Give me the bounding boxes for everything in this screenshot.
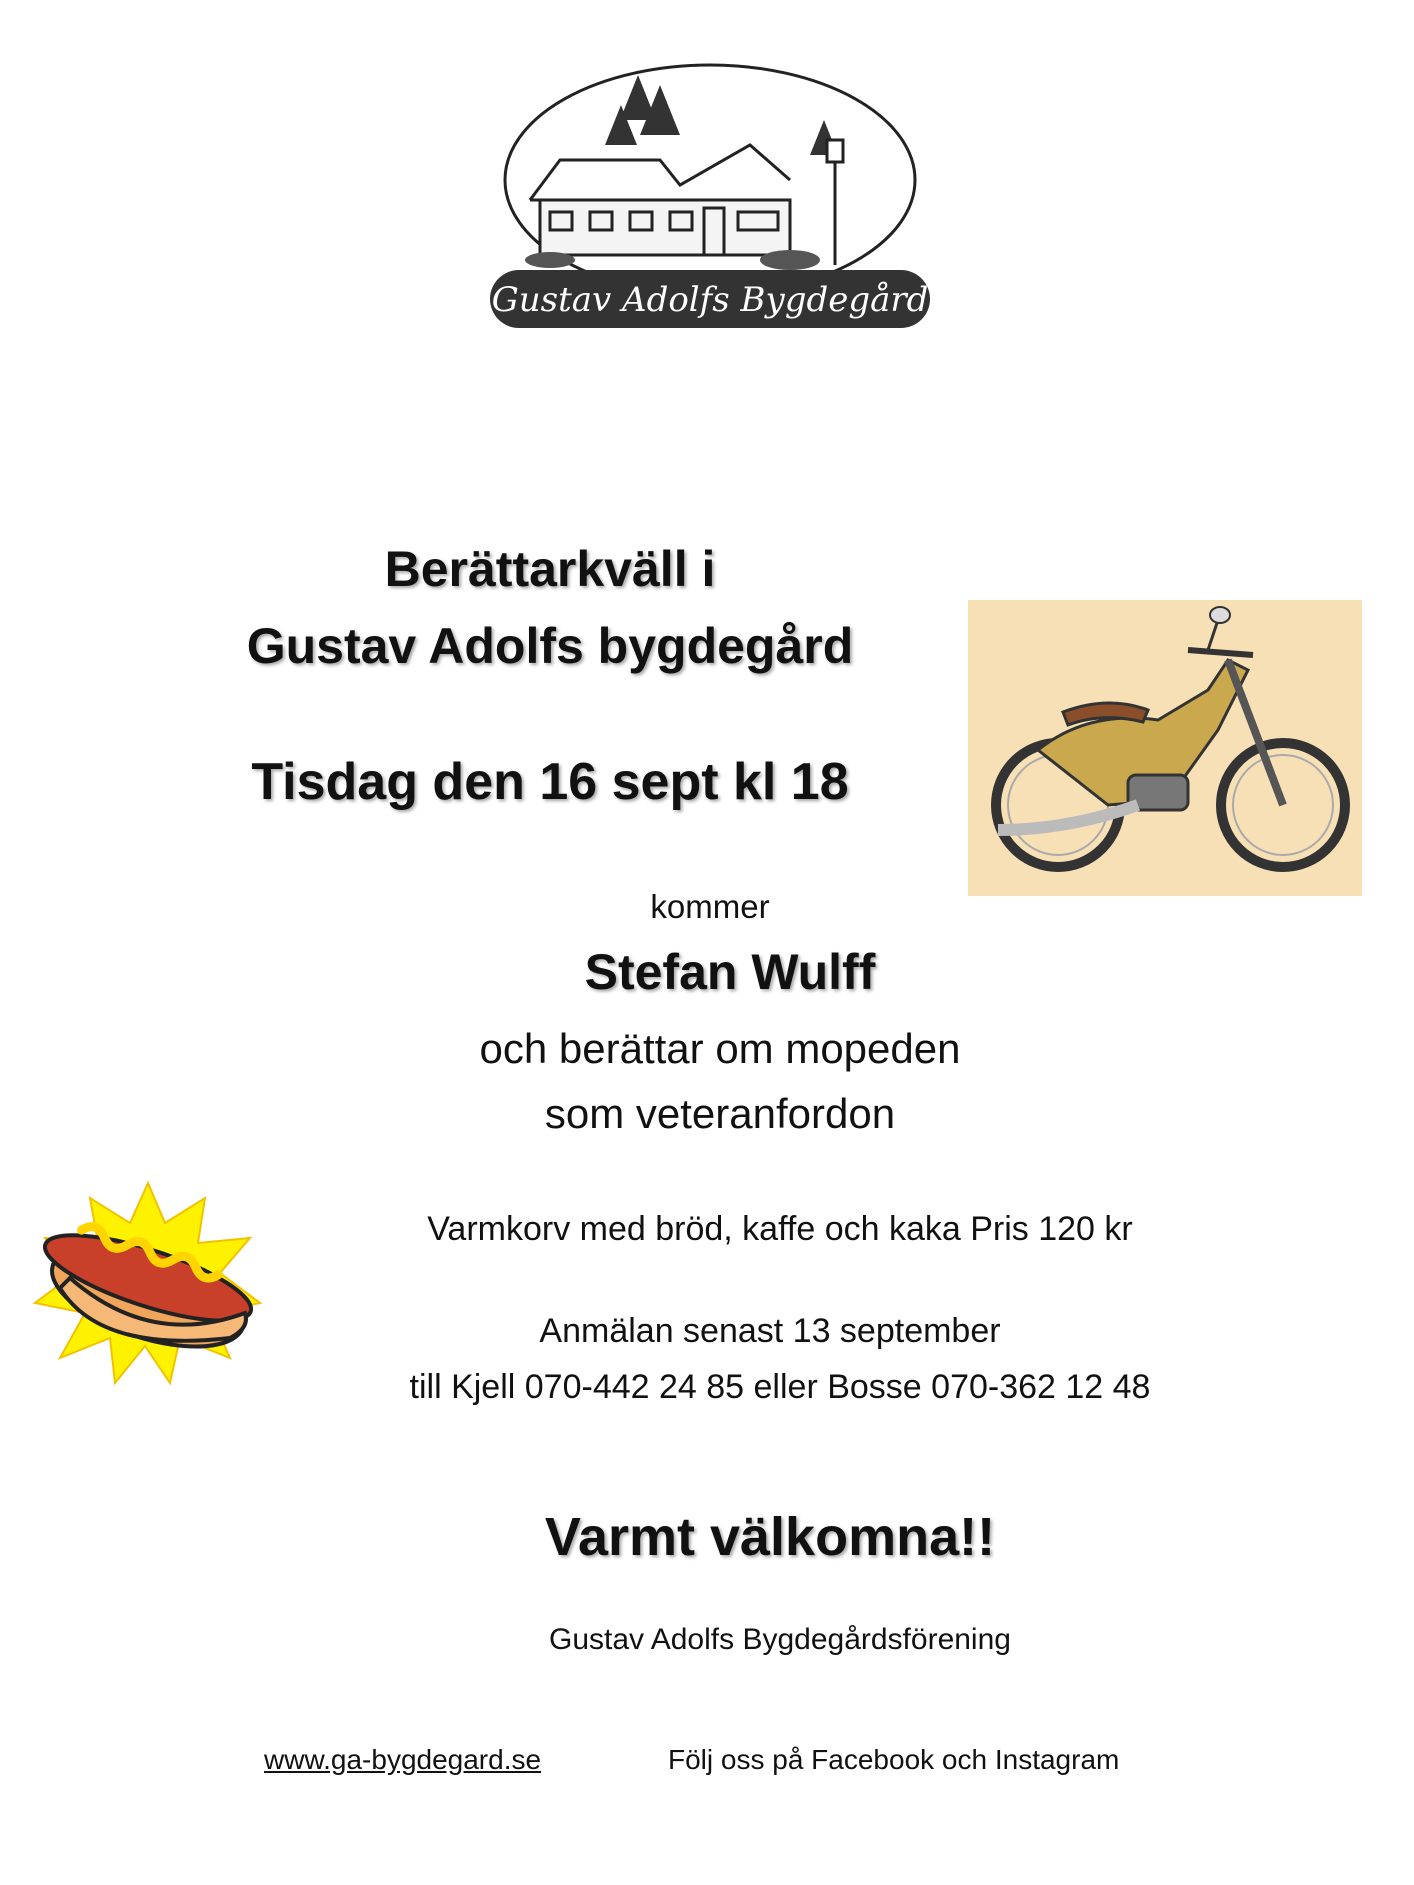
food-and-price: Varmkorv med bröd, kaffe och kaka Pris 120 kr xyxy=(427,1210,1133,1248)
topic-line-1: och berättar om mopeden xyxy=(479,1025,961,1072)
event-date: Tisdag den 16 sept kl 18 xyxy=(251,753,849,811)
moped-icon xyxy=(968,600,1362,896)
topic-line-2: som veteranfordon xyxy=(544,1090,896,1137)
social-media-text: Följ oss på Facebook och Instagram xyxy=(668,1744,1120,1775)
website-link[interactable]: www.ga-bygdegard.se xyxy=(264,1744,542,1775)
logo-text: Gustav Adolfs Bygdegård xyxy=(491,280,929,320)
village-hall-logo xyxy=(490,60,930,330)
registration-deadline: Anmälan senast 13 september xyxy=(539,1312,1001,1350)
hotdog-illustration xyxy=(30,1178,266,1388)
moped-illustration xyxy=(968,600,1362,896)
welcome-text: Varmt välkomna!! xyxy=(544,1507,996,1567)
speaker-name: Stefan Wulff xyxy=(584,944,876,1000)
headline-line-2: Gustav Adolfs bygdegård xyxy=(246,618,854,674)
speaker-intro: kommer xyxy=(650,888,770,925)
organization-name: Gustav Adolfs Bygdegårdsförening xyxy=(549,1623,1011,1656)
registration-contacts: till Kjell 070-442 24 85 eller Bosse 070-362 12 48 xyxy=(409,1368,1151,1406)
hotdog-icon xyxy=(30,1178,266,1388)
headline-line-1: Berättarkväll i xyxy=(384,541,716,597)
